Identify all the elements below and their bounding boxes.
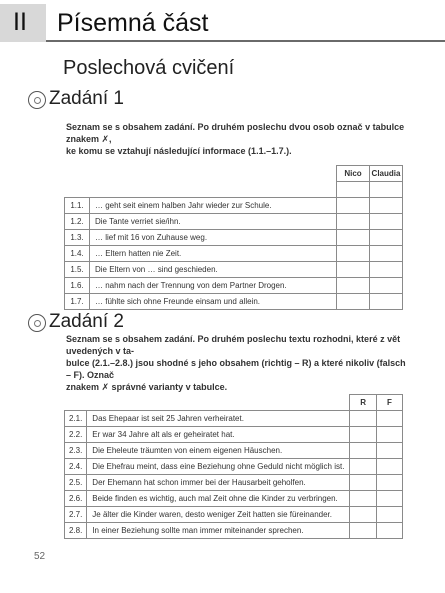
table-row [65,523,403,539]
table-header-row [65,395,403,411]
chapter-number-box [0,4,46,42]
row-number: 2.3. [65,443,87,459]
answer-cell-r[interactable] [350,491,376,507]
row-statement: … geht seit einem halben Jahr wieder zur Schule. [90,198,337,214]
table-row [65,262,403,278]
answer-cell-f[interactable] [376,475,402,491]
table-row [65,507,403,523]
cd-audio-icon [28,314,46,332]
row-number: 1.7. [65,294,90,310]
cd-audio-icon [28,91,46,109]
table-spacer-row [65,182,403,198]
row-statement: Die Ehefrau meint, dass eine Beziehung ohne Geduld nicht möglich ist. [87,459,350,475]
row-statement: … fühlte sich ohne Freunde einsam und allein. [90,294,337,310]
row-number: 1.1. [65,198,90,214]
task2-instruction-line: bulce (2.1.–2.8.) jsou shodné s jeho obsahem (richtig – R) a které nikoliv (falsch – F). Označ [66,358,406,380]
answer-cell-nico[interactable] [337,278,370,294]
row-statement: Die Eheleute träumten von einem eigenen Häuschen. [87,443,350,459]
table-header-row [65,166,403,182]
task1-instruction [66,121,411,157]
task1-instruction-line: ke komu se vztahují následující informace (1.1.–1.7.). [66,146,292,156]
answer-cell-claudia[interactable] [370,198,403,214]
task2-instruction-line: Seznam se s obsahem zadání. Po druhém poslechu textu rozhodni, které z vět uvedených v ta- [66,334,401,356]
table-header-blank [65,395,87,411]
chapter-number: II [13,8,27,36]
row-statement: … nahm nach der Trennung von dem Partner Drogen. [90,278,337,294]
answer-cell-claudia[interactable] [370,262,403,278]
section-title: Poslechová cvičení [63,57,235,79]
answer-cell-claudia[interactable] [370,230,403,246]
row-number: 2.8. [65,523,87,539]
row-number: 1.3. [65,230,90,246]
column-header-r: R [350,395,376,411]
table-header-blank [87,395,350,411]
table-row [65,246,403,262]
row-statement: Beide finden es wichtig, auch mal Zeit ohne die Kinder zu verbringen. [87,491,350,507]
answer-cell-r[interactable] [350,507,376,523]
table-row [65,427,403,443]
table-row [65,475,403,491]
chapter-title: Písemná část [57,9,209,37]
table-row [65,459,403,475]
column-header-f: F [376,395,402,411]
answer-cell-nico[interactable] [337,230,370,246]
answer-cell-claudia[interactable] [370,294,403,310]
page-number: 52 [34,551,46,562]
row-number: 2.2. [65,427,87,443]
row-statement: Die Tante verriet sie/ihn. [90,214,337,230]
row-statement: … Eltern hatten nie Zeit. [90,246,337,262]
row-number: 1.6. [65,278,90,294]
answer-cell-f[interactable] [376,491,402,507]
answer-cell-nico[interactable] [337,214,370,230]
task1-title: Zadání 1 [49,88,124,109]
table-row [65,411,403,427]
task2-title: Zadání 2 [49,311,124,332]
answer-cell[interactable] [337,182,370,198]
table-header-blank [90,166,337,182]
row-number: 2.5. [65,475,87,491]
answer-cell-claudia[interactable] [370,278,403,294]
column-header-nico: Nico [337,166,370,182]
answer-cell-f[interactable] [376,443,402,459]
row-statement: … lief mit 16 von Zuhause weg. [90,230,337,246]
answer-cell-nico[interactable] [337,198,370,214]
task1-table [64,165,403,310]
chapter-header [0,4,445,42]
answer-cell-r[interactable] [350,523,376,539]
table-row [65,278,403,294]
answer-cell-r[interactable] [350,459,376,475]
answer-cell[interactable] [370,182,403,198]
table-row [65,294,403,310]
row-number: 1.5. [65,262,90,278]
answer-cell-r[interactable] [350,475,376,491]
table-row [65,491,403,507]
answer-cell-r[interactable] [350,443,376,459]
table-spacer [65,182,337,198]
row-statement: In einer Beziehung sollte man immer miteinander sprechen. [87,523,350,539]
row-number: 2.1. [65,411,87,427]
table-row [65,214,403,230]
answer-cell-claudia[interactable] [370,246,403,262]
task2-instruction-line: znakem ✗ správné varianty v tabulce. [66,382,228,392]
answer-cell-nico[interactable] [337,246,370,262]
answer-cell-f[interactable] [376,459,402,475]
row-statement: Die Eltern von … sind geschieden. [90,262,337,278]
task1-instruction-line: Seznam se s obsahem zadání. Po druhém poslechu dvou osob označ v tabulce znakem ✗, [66,122,405,144]
task2-table [64,394,403,539]
answer-cell-r[interactable] [350,427,376,443]
row-number: 2.4. [65,459,87,475]
table-row [65,230,403,246]
row-statement: Er war 34 Jahre alt als er geheiratet hat. [87,427,350,443]
answer-cell-nico[interactable] [337,262,370,278]
answer-cell-f[interactable] [376,427,402,443]
table-row [65,198,403,214]
column-header-claudia: Claudia [370,166,403,182]
table-header-blank [65,166,90,182]
answer-cell-claudia[interactable] [370,214,403,230]
row-number: 2.6. [65,491,87,507]
row-number: 1.4. [65,246,90,262]
row-statement: Je älter die Kinder waren, desto weniger Zeit hatten sie füreinander. [87,507,350,523]
row-statement: Der Ehemann hat schon immer bei der Hausarbeit geholfen. [87,475,350,491]
answer-cell-f[interactable] [376,507,402,523]
row-statement: Das Ehepaar ist seit 25 Jahren verheiratet. [87,411,350,427]
answer-cell-f[interactable] [376,411,402,427]
row-number: 2.7. [65,507,87,523]
row-number: 1.2. [65,214,90,230]
answer-cell-r[interactable] [350,411,376,427]
task2-instruction [66,333,411,393]
table-row [65,443,403,459]
answer-cell-f[interactable] [376,523,402,539]
answer-cell-nico[interactable] [337,294,370,310]
